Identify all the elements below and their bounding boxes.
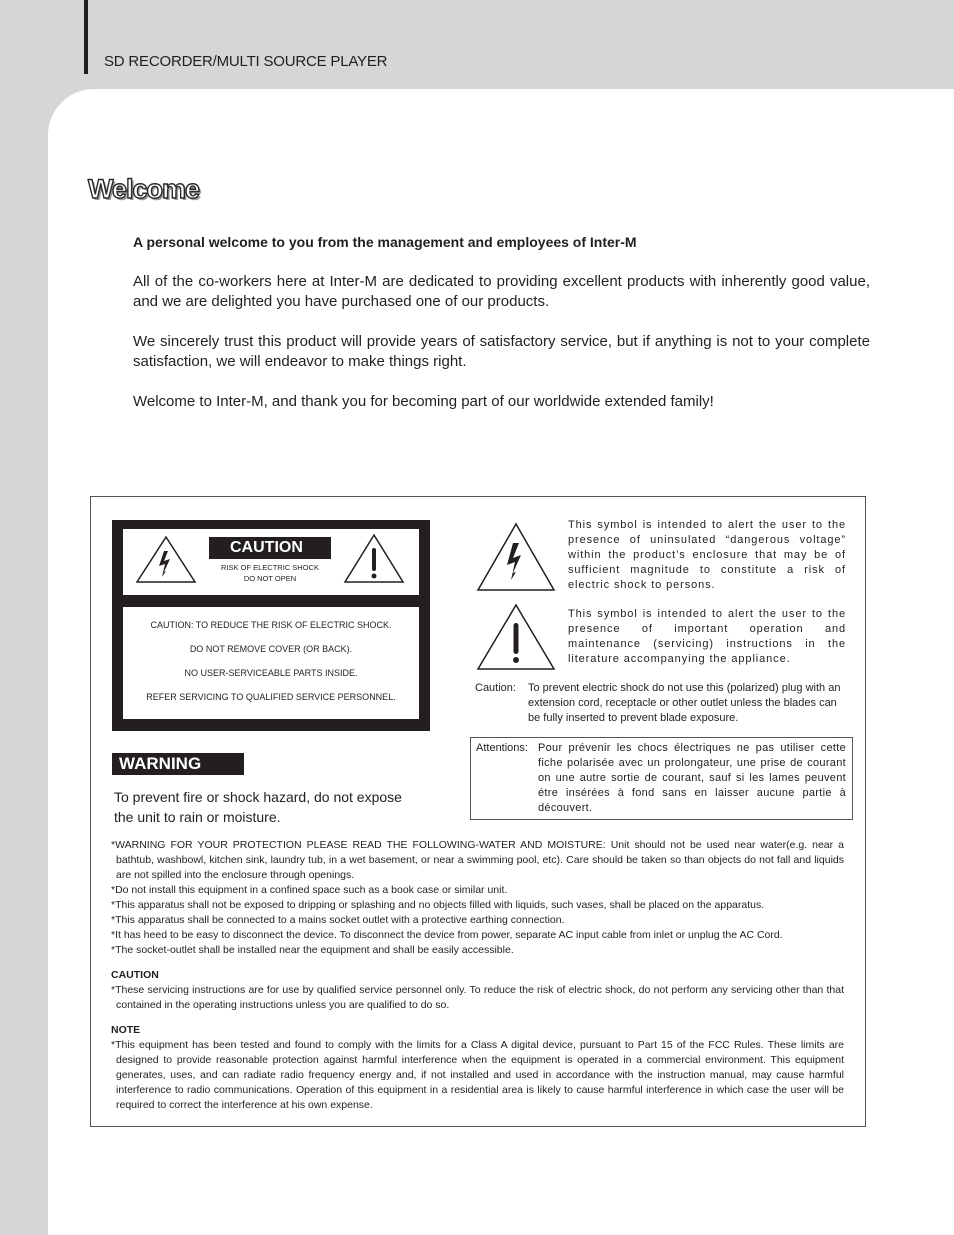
polarized-plug-caution <box>475 681 847 726</box>
caution-line: REFER SERVICING TO QUALIFIED SERVICE PERSONNEL. <box>146 692 396 702</box>
welcome-title: Welcome <box>88 174 200 204</box>
exclamation-warning-icon <box>343 534 405 584</box>
warning-badge: WARNING <box>112 753 244 775</box>
caution-note-text: To prevent electric shock do not use this (polarized) plug with an extension cord, receptacle or other outlet unless the blades can be fully inserted to prevent blade exposure. <box>528 682 841 724</box>
caution-badge: CAUTION <box>209 537 331 559</box>
list-item: *It has heed to be easy to disconnect the device. To disconnect the device from power, separate AC input cable from inlet or unplug the AC Cord. <box>111 929 783 941</box>
caution-section-heading: CAUTION <box>111 969 159 981</box>
lightning-symbol-icon <box>476 522 556 592</box>
note-section-text: *This equipment has been tested and found to comply with the limits for a Class A digital device, pursuant to Part 15 of the FCC Rules. These limits are designed to provide reasonable protection against harmful interference when the equipment is operated in a commercial environment. This equipment generates, uses, and can radiate radio frequency energy and, if not installed and used in accordance with the instruction manual, may cause harmful interference to radio communications. Operation of this equipment in a residential area is likely to cause harmful interference in which case the user will be required to correct the interference at his own expense. <box>111 1039 844 1111</box>
caution-sub <box>209 562 331 584</box>
welcome-paragraph-1: All of the co-workers here at Inter-M are dedicated to providing excellent products with inherently good value, and we are delighted you have purchased one of our products. <box>133 273 870 310</box>
welcome-paragraph-2: We sincerely trust this product will provide years of satisfactory service, but if anything is not to your complete satisfaction, we will endeavor to make things right. <box>133 333 870 370</box>
exclamation-symbol-text: This symbol is intended to alert the user to the presence of important operation and maintenance (servicing) instructions in the literature accompanying the appliance. <box>568 608 846 665</box>
welcome-lead: A personal welcome to you from the management and employees of Inter-M <box>133 234 637 250</box>
caution-note-label: Caution: <box>475 682 516 694</box>
note-section-heading: NOTE <box>111 1024 141 1036</box>
welcome-paragraph-3: Welcome to Inter-M, and thank you for becoming part of our worldwide extended family! <box>133 393 714 410</box>
caution-sub-line-1: RISK OF ELECTRIC SHOCK <box>221 563 319 572</box>
list-item: *Do not install this equipment in a confined space such as a book case or similar unit. <box>111 884 508 896</box>
caution-line: DO NOT REMOVE COVER (OR BACK). <box>189 644 353 654</box>
welcome-body <box>133 232 870 432</box>
caution-sub-line-2: DO NOT OPEN <box>243 574 297 583</box>
list-item: *WARNING FOR YOUR PROTECTION PLEASE READ THE FOLLOWING-WATER AND MOISTURE: Unit should not be used near water(e.g. near a bathtub, washbowl, kitchen sink, laundry tub, in a wet basement, or near a swimming pool, etc). Care should be taken so than objects do not fall and liquids are not spilled into the enclosure through openings. <box>111 839 844 881</box>
caution-line: NO USER-SERVICEABLE PARTS INSIDE. <box>184 668 358 678</box>
lightning-symbol-text: This symbol is intended to alert the user to the presence of uninsulated “dangerous voltage” within the product’s enclosure that may be of sufficient magnitude to constitute a risk of electric shock to persons. <box>568 519 846 591</box>
list-item: *The socket-outlet shall be installed near the equipment and shall be easily accessible. <box>111 944 514 956</box>
lightning-warning-icon <box>135 536 197 584</box>
caution-section-text: *These servicing instructions are for use by qualified service personnel only. To reduce the risk of electric shock, do not perform any servicing other than that contained in the operating instructions unless you are qualified to do so. <box>111 984 844 1011</box>
attentions-text: Pour prévenir les chocs électriques ne pas utiliser cette fiche polarisée avec un prolongateur, une prise de courant on une autre sortie de courant, sauf si les lames peuvent étre insérées à fond sans en laisser aucune partie à découvert. <box>538 742 846 814</box>
caution-label-bottom <box>123 607 419 719</box>
caution-section <box>111 968 844 1013</box>
list-item: *This apparatus shall be connected to a mains socket outlet with a protective earthing connection. <box>111 914 565 926</box>
attentions-label: Attentions: <box>476 742 528 754</box>
header-rule <box>84 0 88 74</box>
warning-text: To prevent fire or shock hazard, do not expose the unit to rain or moisture. <box>114 789 402 825</box>
warnings-list <box>111 838 844 958</box>
list-item: *This apparatus shall not be exposed to dripping or splashing and no objects filled with liquids, such vases, shall be placed on the apparatus. <box>111 899 765 911</box>
note-section <box>111 1023 844 1113</box>
header-title: SD RECORDER/MULTI SOURCE PLAYER <box>104 53 388 70</box>
caution-line: CAUTION: TO REDUCE THE RISK OF ELECTRIC SHOCK. <box>150 620 392 630</box>
exclamation-symbol-icon <box>476 603 556 671</box>
attentions-box <box>470 737 853 820</box>
